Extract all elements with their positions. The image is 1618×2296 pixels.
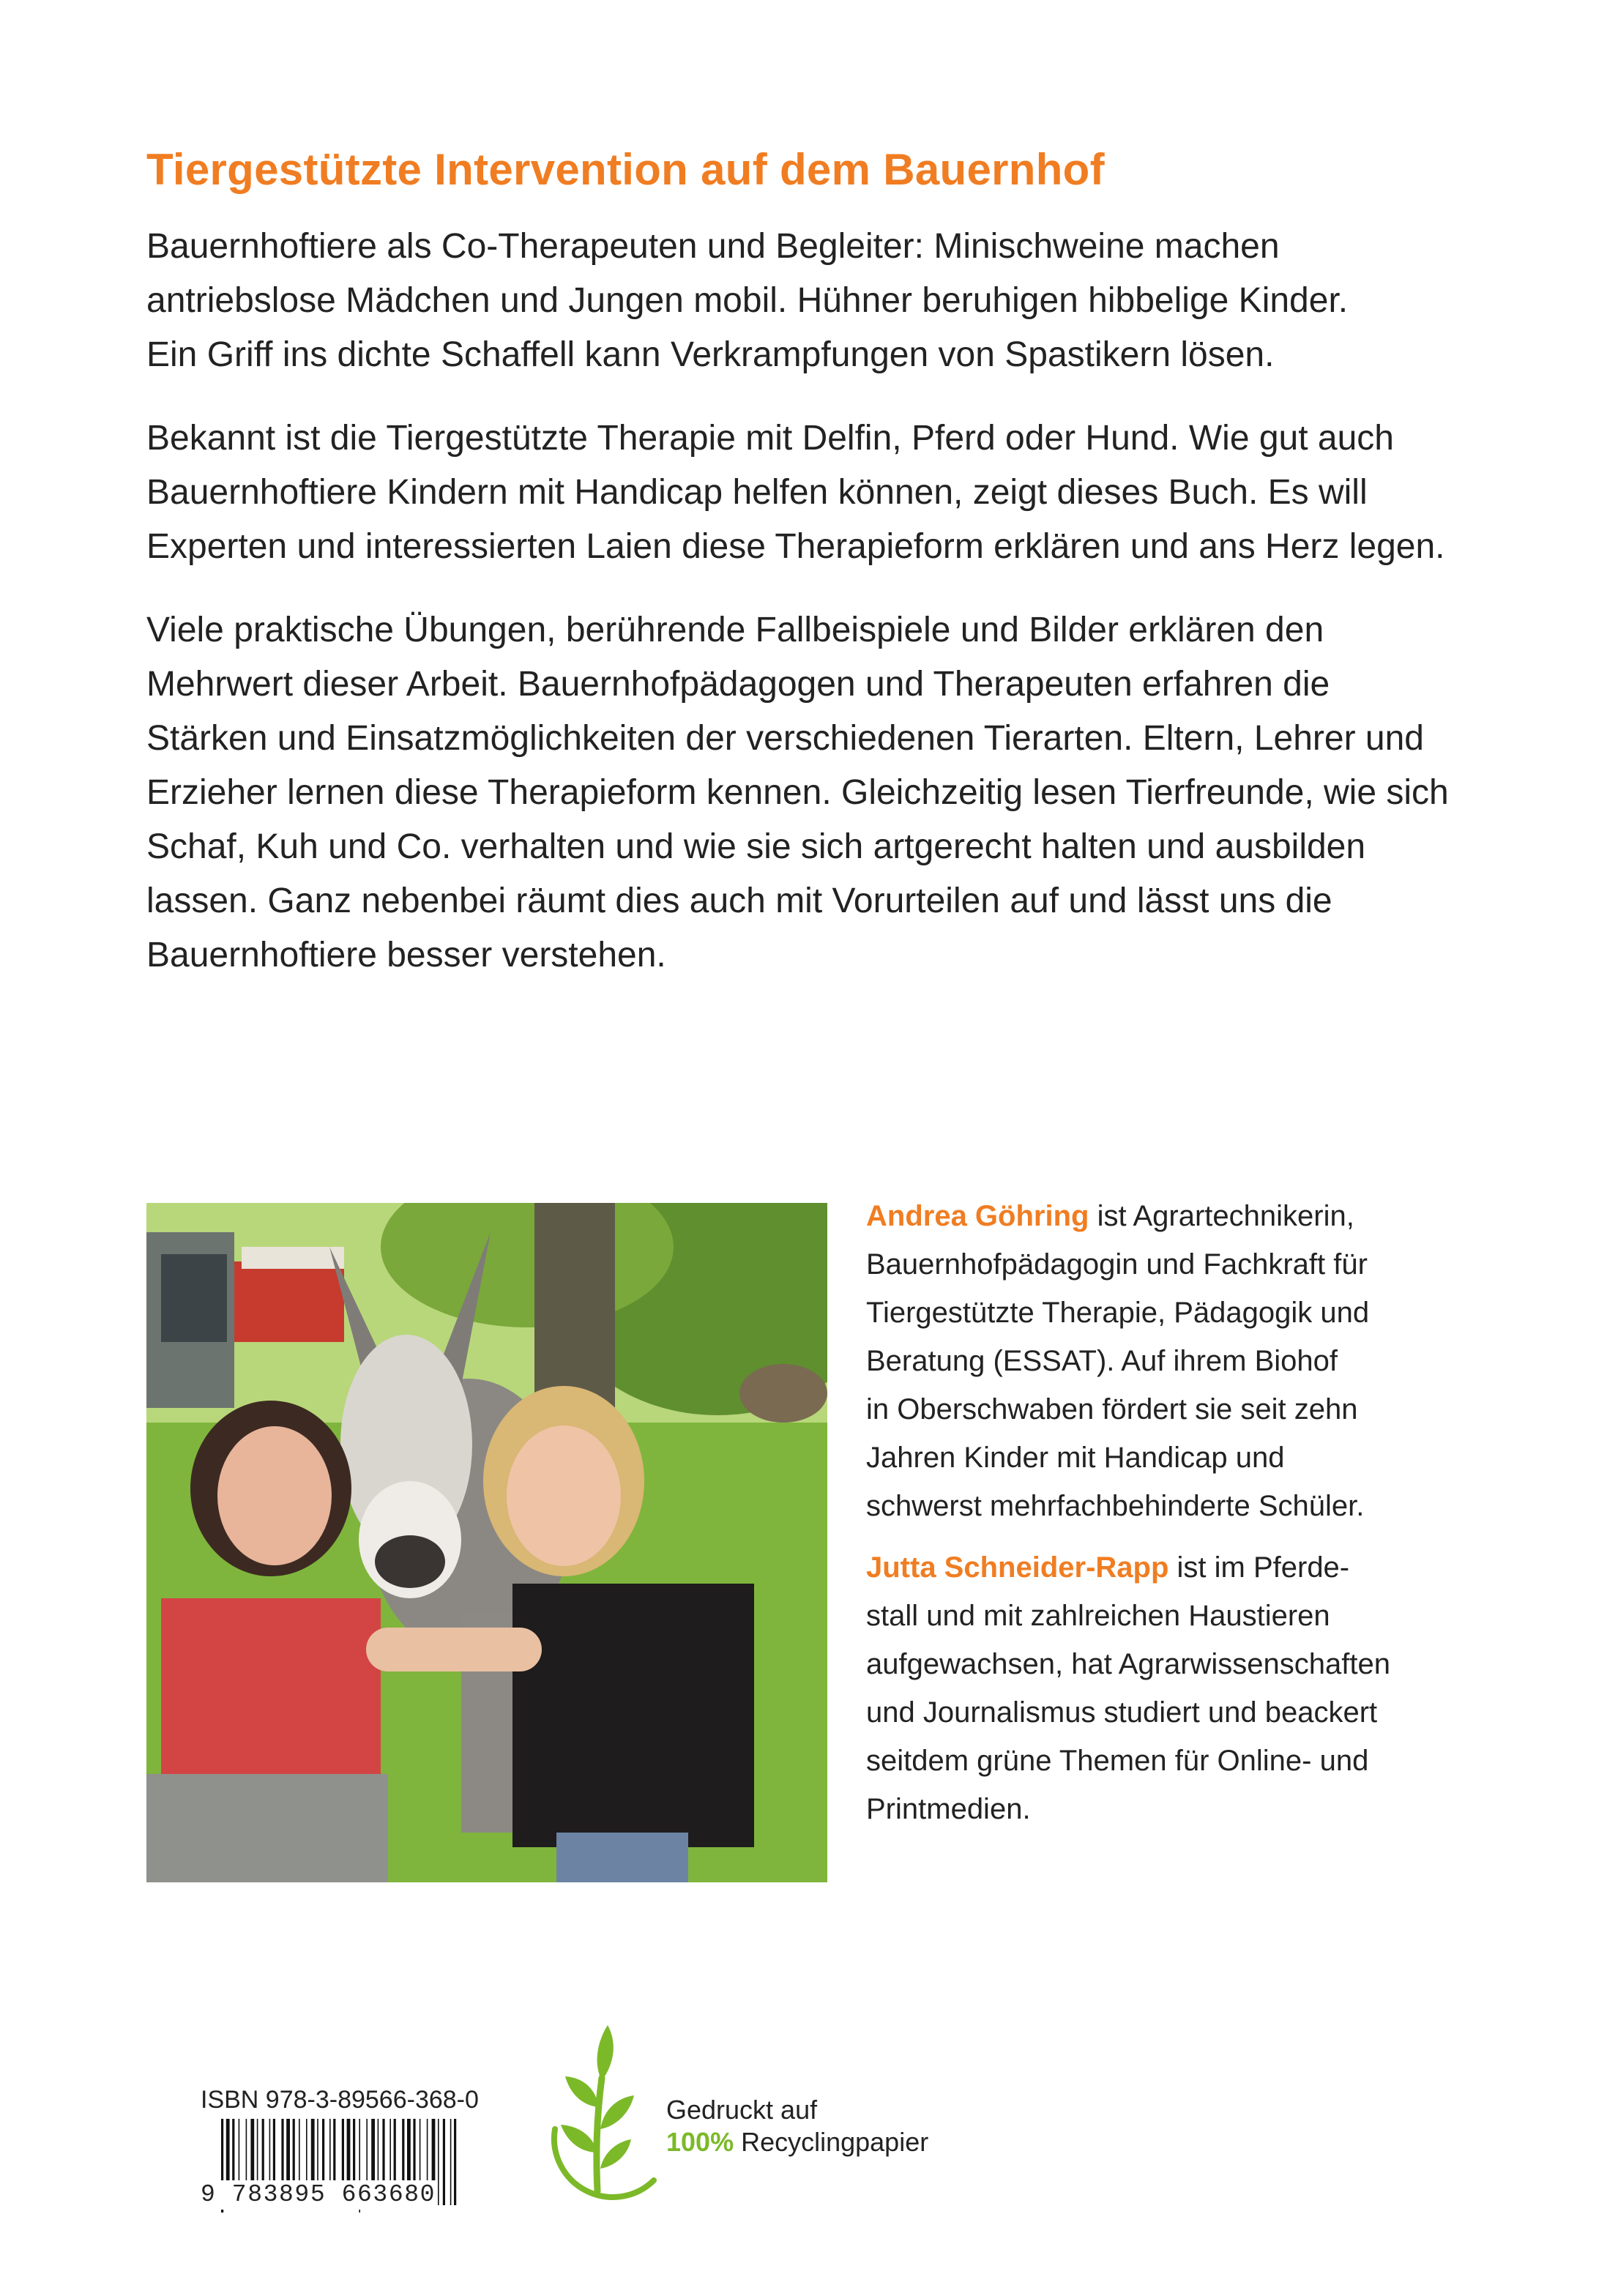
author-name: Andrea Göhring [866,1200,1089,1232]
text-line: Bauernhoftiere Kindern mit Handicap helfen können, zeigt dieses Buch. Es will [146,473,1368,512]
text-line: Bauernhofpädagogin und Fachkraft für [866,1248,1368,1281]
barcode-digits: 9 783895 663680 [201,2181,436,2208]
text-line: Mehrwert dieser Arbeit. Bauernhofpädagogen und Therapeuten erfahren die [146,665,1330,704]
leaf-sprout-icon [526,2019,672,2210]
bio-first-line [866,1543,1525,1592]
text-line: in Oberschwaben fördert sie seit zehn [866,1393,1358,1425]
author-bio-goehring [866,1192,1525,1530]
text-line: aufgewachsen, hat Agrarwissenschaften [866,1648,1390,1680]
text-line: Printmedien. [866,1793,1031,1825]
author-photo [146,1203,827,1882]
isbn-barcode-block [201,2085,479,2208]
text-line: und Journalismus studiert und beackert [866,1696,1378,1729]
text-line: Schaf, Kuh und Co. verhalten und wie sie sich artgerecht halten und ausbilden [146,827,1366,866]
text-line: Bekannt ist die Tiergestützte Therapie mit Delfin, Pferd oder Hund. Wie gut auch [146,419,1394,458]
text-line: stall und mit zahlreichen Haustieren [866,1600,1330,1632]
isbn-label: ISBN 978-3-89566-368-0 [201,2086,479,2114]
page-title: Tiergestützte Intervention auf dem Bauernhof [146,145,1105,194]
recycling-text [666,2094,928,2158]
text-line: Jahren Kinder mit Handicap und [866,1442,1285,1474]
recycling-paper-label: Recyclingpapier [734,2127,929,2157]
text-line: Beratung (ESSAT). Auf ihrem Biohof [866,1345,1338,1377]
text-line: schwerst mehrfachbehinderte Schüler. [866,1490,1365,1522]
bio-text: ist im Pferde- [1168,1551,1350,1584]
bio-first-line [866,1192,1525,1240]
recycling-percent: 100% [666,2127,734,2157]
author-photo-illustration [146,1203,827,1882]
text-line: Bauernhoftiere besser verstehen. [146,936,666,974]
recycling-badge [526,2019,936,2210]
text-line: lassen. Ganz nebenbei räumt dies auch mit Vorurteilen auf und lässt uns die [146,881,1332,920]
recycling-line-1: Gedruckt auf [666,2095,818,2125]
text-line: Tiergestützte Therapie, Pädagogik und [866,1297,1370,1329]
text-line: Viele praktische Übungen, berührende Fallbeispiele und Bilder erklären den [146,611,1324,649]
barcode-bar [438,2119,439,2205]
third-paragraph [146,603,1494,983]
barcode-bar [443,2119,445,2205]
intro-paragraph [146,220,1494,382]
text-line: Bauernhoftiere als Co-Therapeuten und Begleiter: Minischweine machen [146,227,1280,266]
text-line: antriebslose Mädchen und Jungen mobil. Hühner beruhigen hibbelige Kinder. [146,281,1349,320]
text-line: Experten und interessierten Laien diese Therapieform erklären und ans Herz legen. [146,527,1445,566]
bio-text: ist Agrartechnikerin, [1089,1200,1354,1232]
barcode-bar [450,2119,452,2205]
author-name: Jutta Schneider-Rapp [866,1551,1169,1584]
text-line: seitdem grüne Themen für Online- und [866,1745,1369,1777]
barcode-bar [454,2119,456,2205]
recycling-line-2 [666,2126,928,2158]
text-line: Stärken und Einsatzmöglichkeiten der verschiedenen Tierarten. Eltern, Lehrer und [146,719,1424,758]
text-line: Erzieher lernen diese Therapieform kennen. Gleichzeitig lesen Tierfreunde, wie sich [146,773,1449,812]
second-paragraph [146,411,1494,574]
author-bio-schneider-rapp [866,1543,1525,1833]
text-line: Ein Griff ins dichte Schaffell kann Verkrampfungen von Spastikern lösen. [146,335,1275,374]
